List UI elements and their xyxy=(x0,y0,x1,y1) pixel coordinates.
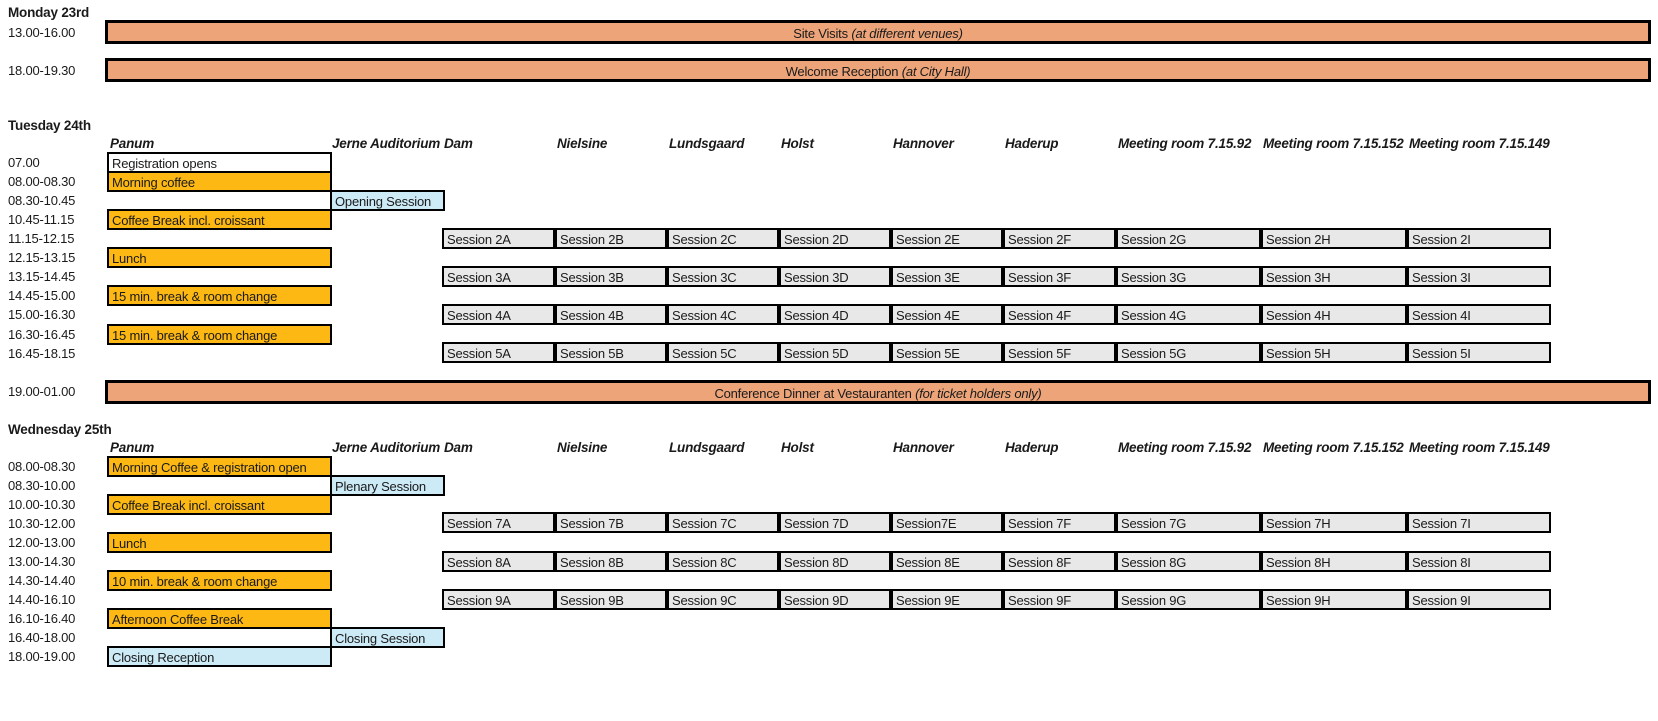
room-header-haderup: Haderup xyxy=(1005,440,1059,455)
time-label: 13.00-16.00 xyxy=(8,25,76,40)
time-label: 16.10-16.40 xyxy=(8,611,76,626)
schedule-cell-panum[interactable]: 15 min. break & room change xyxy=(107,324,332,345)
session-cell[interactable]: Session 8D xyxy=(779,551,891,572)
session-cell[interactable]: Session 2I xyxy=(1407,228,1551,249)
schedule-cell-panum[interactable]: Lunch xyxy=(107,247,332,268)
day-title-wednesday: Wednesday 25th xyxy=(8,422,112,437)
session-cell[interactable]: Session 3D xyxy=(779,266,891,287)
room-header-panum: Panum xyxy=(110,440,155,455)
session-cell[interactable]: Session 5E xyxy=(891,342,1003,363)
room-header-mr-7-15-149: Meeting room 7.15.149 xyxy=(1409,136,1550,151)
time-label: 07.00 xyxy=(8,155,40,170)
time-label: 08.30-10.45 xyxy=(8,193,76,208)
schedule-cell-panum[interactable]: Morning Coffee & registration open xyxy=(107,456,332,477)
session-cell[interactable]: Session 7C xyxy=(667,512,779,533)
time-label: 10.30-12.00 xyxy=(8,516,76,531)
session-cell[interactable]: Session 9E xyxy=(891,589,1003,610)
time-label: 10.00-10.30 xyxy=(8,497,76,512)
session-cell[interactable]: Session 8F xyxy=(1003,551,1116,572)
session-cell[interactable]: Session 3A xyxy=(442,266,555,287)
session-cell[interactable]: Session 7H xyxy=(1261,512,1407,533)
room-header-jerne: Jerne Auditorium xyxy=(332,136,441,151)
session-cell[interactable]: Session 8H xyxy=(1261,551,1407,572)
time-label: 08.30-10.00 xyxy=(8,478,76,493)
time-label: 18.00-19.30 xyxy=(8,63,76,78)
session-cell[interactable]: Session 8I xyxy=(1407,551,1551,572)
time-label: 10.45-11.15 xyxy=(8,212,75,227)
session-cell[interactable]: Session 8C xyxy=(667,551,779,572)
session-cell[interactable]: Session 2E xyxy=(891,228,1003,249)
session-cell[interactable]: Session 7B xyxy=(555,512,667,533)
room-header-mr-7-15-152: Meeting room 7.15.152 xyxy=(1263,440,1404,455)
time-label: 14.40-16.10 xyxy=(8,592,76,607)
time-label: 11.15-12.15 xyxy=(8,231,75,246)
room-header-holst: Holst xyxy=(781,440,814,455)
day-title-tuesday: Tuesday 24th xyxy=(8,118,91,133)
session-cell[interactable]: Session 7I xyxy=(1407,512,1551,533)
session-cell[interactable]: Session 5I xyxy=(1407,342,1551,363)
time-label: 08.00-08.30 xyxy=(8,174,76,189)
banner-note: (at different venues) xyxy=(851,26,963,41)
session-cell[interactable]: Session 7G xyxy=(1116,512,1261,533)
session-cell[interactable]: Session 2C xyxy=(667,228,779,249)
session-cell[interactable]: Session 3E xyxy=(891,266,1003,287)
session-cell[interactable]: Session 4C xyxy=(667,304,779,325)
session-cell[interactable]: Session 8E xyxy=(891,551,1003,572)
event-banner-conference-dinner xyxy=(105,380,1651,404)
schedule-cell-panum[interactable]: Coffee Break incl. croissant xyxy=(107,209,332,230)
session-cell[interactable]: Session 4B xyxy=(555,304,667,325)
schedule-cell-panum[interactable]: Afternoon Coffee Break xyxy=(107,608,332,629)
session-cell[interactable]: Session 5H xyxy=(1261,342,1407,363)
room-header-dam: Dam xyxy=(444,440,473,455)
session-cell[interactable]: Session 9D xyxy=(779,589,891,610)
room-header-lundsgaard: Lundsgaard xyxy=(669,440,745,455)
time-label: 16.30-16.45 xyxy=(8,327,76,342)
session-cell[interactable]: Session 5F xyxy=(1003,342,1116,363)
room-header-lundsgaard: Lundsgaard xyxy=(669,136,745,151)
session-cell[interactable]: Session 4D xyxy=(779,304,891,325)
time-label: 16.45-18.15 xyxy=(8,346,76,361)
schedule-cell-panum[interactable]: Lunch xyxy=(107,532,332,553)
session-cell[interactable]: Session 2A xyxy=(442,228,555,249)
session-cell[interactable]: Session 4F xyxy=(1003,304,1116,325)
session-cell[interactable]: Session 4G xyxy=(1116,304,1261,325)
time-label: 18.00-19.00 xyxy=(8,649,76,664)
room-header-hannover: Hannover xyxy=(893,440,954,455)
session-cell[interactable]: Session 2D xyxy=(779,228,891,249)
session-cell[interactable]: Session 2H xyxy=(1261,228,1407,249)
room-header-hannover: Hannover xyxy=(893,136,954,151)
banner-label: Site Visits xyxy=(793,26,852,41)
session-cell[interactable]: Session 5D xyxy=(779,342,891,363)
room-header-jerne: Jerne Auditorium xyxy=(332,440,441,455)
session-cell[interactable]: Session 5B xyxy=(555,342,667,363)
time-label: 12.00-13.00 xyxy=(8,535,76,550)
schedule-cell-jerne[interactable]: Opening Session xyxy=(330,190,445,211)
session-cell[interactable]: Session 7A xyxy=(442,512,555,533)
banner-note: (at City Hall) xyxy=(901,64,971,79)
session-cell[interactable]: Session 9H xyxy=(1261,589,1407,610)
session-cell[interactable]: Session 8G xyxy=(1116,551,1261,572)
event-banner-welcome-reception xyxy=(105,58,1651,82)
banner-note: (for ticket holders only) xyxy=(915,386,1042,401)
room-header-dam: Dam xyxy=(444,136,473,151)
schedule-cell-jerne[interactable]: Plenary Session xyxy=(330,475,445,496)
session-cell[interactable]: Session 4A xyxy=(442,304,555,325)
session-cell[interactable]: Session 7D xyxy=(779,512,891,533)
time-label: 15.00-16.30 xyxy=(8,307,76,322)
session-cell[interactable]: Session 3F xyxy=(1003,266,1116,287)
session-cell[interactable]: Session 3H xyxy=(1261,266,1407,287)
room-header-mr-7-15-152: Meeting room 7.15.152 xyxy=(1263,136,1404,151)
session-cell[interactable]: Session7E xyxy=(891,512,1003,533)
session-cell[interactable]: Session 3B xyxy=(555,266,667,287)
schedule-cell-panum[interactable]: Morning coffee xyxy=(107,171,332,192)
time-label: 16.40-18.00 xyxy=(8,630,76,645)
session-cell[interactable]: Session 2B xyxy=(555,228,667,249)
time-label: 13.00-14.30 xyxy=(8,554,76,569)
session-cell[interactable]: Session 9I xyxy=(1407,589,1551,610)
room-header-panum: Panum xyxy=(110,136,155,151)
session-cell[interactable]: Session 9A xyxy=(442,589,555,610)
session-cell[interactable]: Session 2G xyxy=(1116,228,1261,249)
session-cell[interactable]: Session 3C xyxy=(667,266,779,287)
session-cell[interactable]: Session 3G xyxy=(1116,266,1261,287)
schedule-cell-panum[interactable]: Coffee Break incl. croissant xyxy=(107,494,332,515)
banner-label: Welcome Reception xyxy=(785,64,902,79)
session-cell[interactable]: Session 4H xyxy=(1261,304,1407,325)
schedule-cell-panum[interactable]: 10 min. break & room change xyxy=(107,570,332,591)
session-cell[interactable]: Session 9C xyxy=(667,589,779,610)
room-header-mr-7-15-92: Meeting room 7.15.92 xyxy=(1118,440,1252,455)
session-cell[interactable]: Session 8B xyxy=(555,551,667,572)
schedule-cell-panum[interactable]: 15 min. break & room change xyxy=(107,285,332,306)
session-cell[interactable]: Session 5C xyxy=(667,342,779,363)
time-label: 14.45-15.00 xyxy=(8,288,76,303)
session-cell[interactable]: Session 4I xyxy=(1407,304,1551,325)
day-title-monday: Monday 23rd xyxy=(8,5,90,20)
room-header-mr-7-15-92: Meeting room 7.15.92 xyxy=(1118,136,1252,151)
room-header-nielsine: Nielsine xyxy=(557,440,608,455)
session-cell[interactable]: Session 7F xyxy=(1003,512,1116,533)
room-header-nielsine: Nielsine xyxy=(557,136,608,151)
session-cell[interactable]: Session 3I xyxy=(1407,266,1551,287)
session-cell[interactable]: Session 8A xyxy=(442,551,555,572)
schedule-cell-jerne[interactable]: Closing Session xyxy=(330,627,445,648)
room-header-haderup: Haderup xyxy=(1005,136,1059,151)
time-label: 14.30-14.40 xyxy=(8,573,76,588)
session-cell[interactable]: Session 2F xyxy=(1003,228,1116,249)
room-header-mr-7-15-149: Meeting room 7.15.149 xyxy=(1409,440,1550,455)
session-cell[interactable]: Session 5G xyxy=(1116,342,1261,363)
room-header-holst: Holst xyxy=(781,136,814,151)
time-label: 12.15-13.15 xyxy=(8,250,76,265)
session-cell[interactable]: Session 4E xyxy=(891,304,1003,325)
time-label: 13.15-14.45 xyxy=(8,269,76,284)
session-cell[interactable]: Session 9F xyxy=(1003,589,1116,610)
event-banner-site-visits xyxy=(105,20,1651,44)
schedule-cell-panum[interactable]: Registration opens xyxy=(107,152,332,173)
time-label: 08.00-08.30 xyxy=(8,459,76,474)
session-cell[interactable]: Session 9G xyxy=(1116,589,1261,610)
schedule-cell-panum[interactable]: Closing Reception xyxy=(107,646,332,667)
banner-label: Conference Dinner at Vestauranten xyxy=(714,386,916,401)
session-cell[interactable]: Session 5A xyxy=(442,342,555,363)
session-cell[interactable]: Session 9B xyxy=(555,589,667,610)
time-label: 19.00-01.00 xyxy=(8,384,76,399)
